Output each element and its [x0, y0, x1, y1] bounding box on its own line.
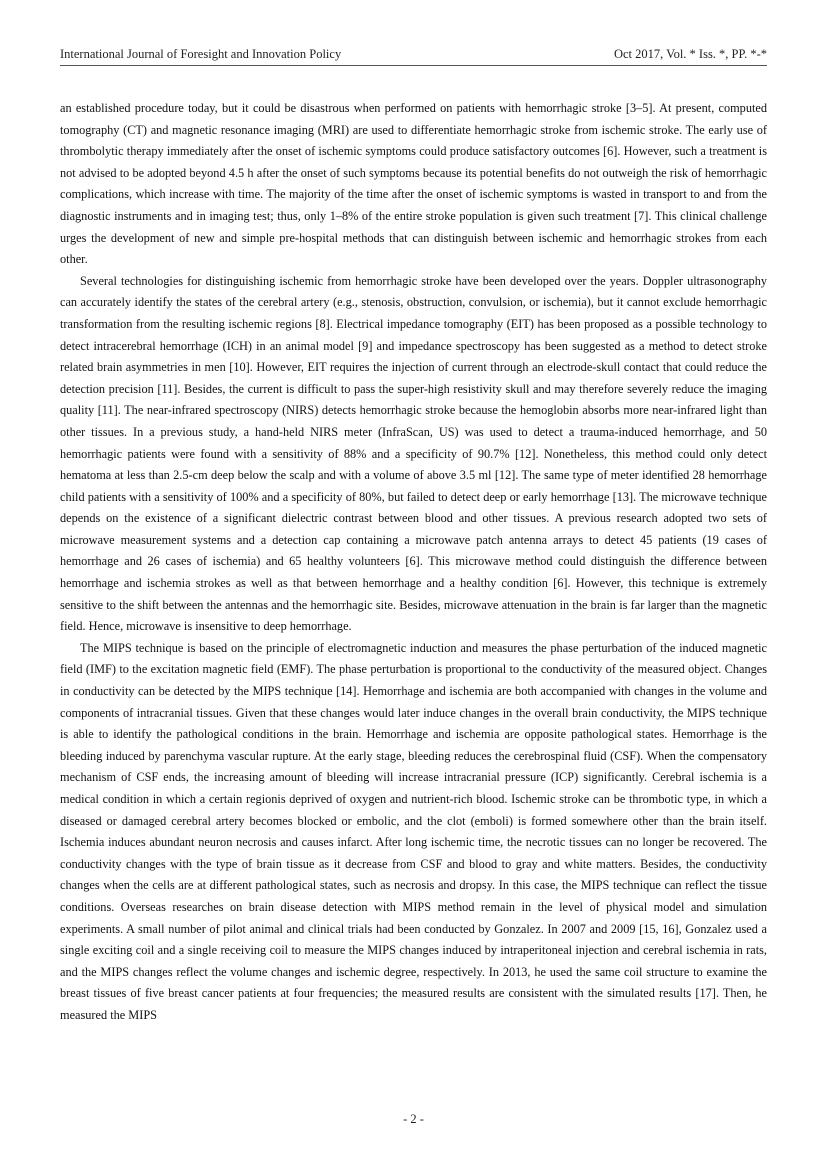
journal-title: International Journal of Foresight and Innovation Policy — [60, 47, 342, 61]
issue-info: Oct 2017, Vol. * Iss. *, PP. *-* — [613, 47, 767, 61]
page-number: - 2 - — [403, 1112, 424, 1126]
paragraph-2: Several technologies for distinguishing ischemic from hemorrhagic stroke have been developed over the years. Doppler ultrasonography can accurately identify the states of the cerebral artery (e.g., stenosis, obstruction, convulsion, or ischemia), but it cannot exclude hemorrhagic transformation from the resulting ischemic regions [8]. Electrical impedance tomography (EIT) has been proposed as a possible technology to detect intracerebral hemorrhage (ICH) in an animal model [9] and impedance spectroscopy has been suggested as a method to detect stroke related brain asymmetries in men [10]. However, EIT requires the injection of current through an electrode-skull contact that could reduce the detection precision [11]. Besides, the current is difficult to pass the super-high resistivity skull and may therefore severely reduce the imaging quality [11]. The near-infrared spectroscopy (NIRS) detects hemorrhagic stroke because the hemoglobin absorbs more near-infrared light than other tissues. In a previous study, a hand-held NIRS meter (InfraScan, US) was used to detect a trauma-induced hemorrhage, and 50 hemorrhagic patients were found with a sensitivity of 88% and a specificity of 90.7% [12]. Nonetheless, this method could only detect hematoma at less than 2.5-cm deep below the scalp and with a volume of above 3.5 ml [12]. The same type of meter identified 28 hemorrhage child patients with a sensitivity of 100% and a specificity of 80%, but failed to detect deep or early hemorrhage [13]. The microwave technique depends on the existence of a significant dielectric contrast between blood and other tissues. A previous research adopted two sets of microwave measurement systems and a detection cap containing a microwave patch antenna arrays to detect 45 patients (19 cases of hemorrhage and 26 cases of ischemia) and 65 healthy volunteers [6]. This microwave method could distinguish the difference between hemorrhage and ischemia strokes as well as that between hemorrhage and a healthy condition [6]. However, this technique is extremely sensitive to the shift between the antennas and the hemorrhagic site. Besides, microwave attenuation in the brain is far larger than the magnetic field. Hence, microwave is insensitive to deep hemorrhage. — [60, 273, 767, 634]
paragraph-3: The MIPS technique is based on the principle of electromagnetic induction and measures the phase perturbation of the induced magnetic field (IMF) to the excitation magnetic field (EMF). The phase perturbation is proportional to the conductivity of the measured object. Changes in conductivity can be detected by the MIPS technique [14]. Hemorrhage and ischemia are both accompanied with changes in the volume and components of intracranial tissues. Given that these changes would later induce changes in the overall brain conductivity, the MIPS technique is able to identify the pathological conditions in the brain. Hemorrhage and ischemia are opposite pathological states. Hemorrhage is the bleeding induced by parenchyma vascular rupture. At the early stage, bleeding reduces the cerebrospinal fluid (CSF). When the compensatory mechanism of CSF ends, the increasing amount of bleeding will increase intracranial pressure (ICP) significantly. Cerebral ischemia is a medical condition in which a certain regionis deprived of oxygen and nutrient-rich blood. Ischemic stroke can be thrombotic type, in which a diseased or damaged cerebral artery becomes blocked or embolic, and the clot (emboli) is formed somewhere other than the brain itself. Ischemia induces abundant neuron necrosis and causes infarct. After long ischemic time, the necrotic tissues can no longer be recovered. The conductivity changes with the type of brain tissue as it decrease from CSF and blood to gray and white matters. Besides, the conductivity changes when the cells are at different pathological states, such as necrosis and dropsy. In this case, the MIPS technique can reflect the tissue conditions. Overseas researches on brain disease detection with MIPS method remain in the level of physical model and simulation experiments. A small number of pilot animal and clinical trials had been conducted by Gonzalez. In 2007 and 2009 [15, 16], Gonzalez used a single exciting coil and a single receiving coil to measure the MIPS changes induced by intraperitoneal injection and cerebral ischemia in rats, and the MIPS changes reflect the volume changes and ischemic degree, respectively. In 2013, he used the same coil structure to examine the breast tissues of five breast cancer patients at four frequencies; the measured results are consistent with the simulated results [17]. Then, he measured the MIPS — [60, 640, 767, 1022]
running-header — [60, 47, 767, 66]
article-body — [60, 98, 767, 1027]
paragraph-1: an established procedure today, but it could be disastrous when performed on patients with hemorrhagic stroke [3–5]. At present, computed tomography (CT) and magnetic resonance imaging (MRI) are used to differentiate hemorrhagic stroke from ischemic stroke. The early use of thrombolytic therapy immediately after the onset of ischemic symptoms could produce satisfactory outcomes [6]. However, such a treatment is not advised to be adopted beyond 4.5 h after the onset of such symptoms because its potential benefits do not outweigh the risk of hemorrhagic complications, which increase with time. The majority of the time after the onset of ischemic symptoms is wasted in transport to and from the diagnostic instruments and in imaging test; thus, only 1–8% of the entire stroke population is given such treatment [7]. This clinical challenge urges the development of new and simple pre-hospital methods that can distinguish between ischemic and hemorrhagic strokes from each other. — [60, 101, 767, 267]
